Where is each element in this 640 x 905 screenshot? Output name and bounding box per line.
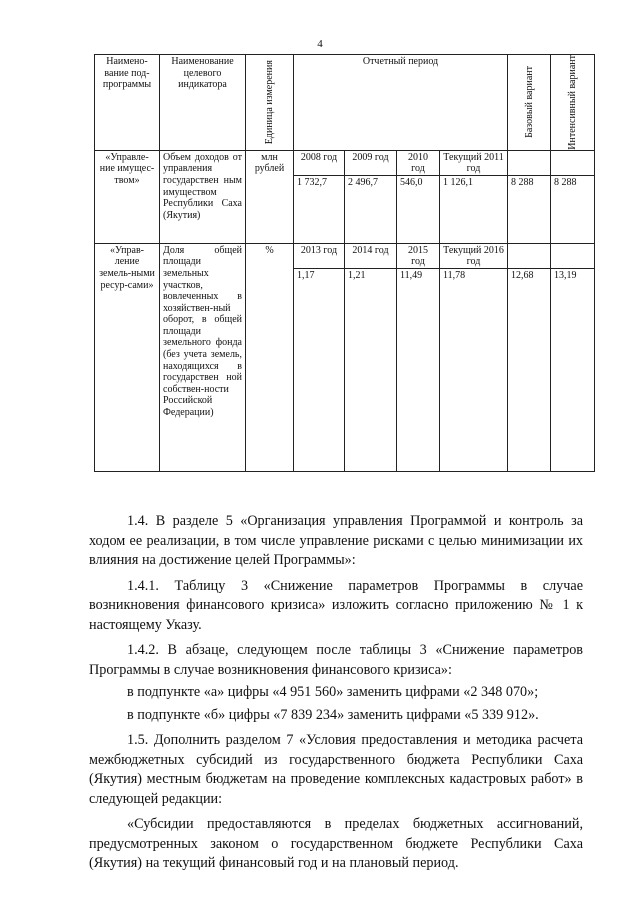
row2-base: 12,68 — [508, 268, 551, 471]
row1-value-2: 2 496,7 — [345, 175, 397, 243]
row2-value-1: 1,17 — [294, 268, 345, 471]
page-number: 4 — [317, 38, 323, 50]
table-row — [95, 243, 595, 268]
row1-base: 8 288 — [508, 175, 551, 243]
body-text — [89, 512, 583, 880]
row1-indicator: Объем доходов от управления государствен ным имуществом Республики Саха (Якутия) — [160, 150, 246, 243]
table-header-row — [95, 55, 595, 151]
header-base: Базовый вариант — [523, 66, 535, 139]
row2-base-empty — [508, 243, 551, 268]
paragraph-1-5: 1.5. Дополнить разделом 7 «Условия предоставления и методика расчета межбюджетных субсидий из государственного бюджета Республики Саха (Якутия) местным бюджетам на проведение комплексных кадастровых работ» в следующей редакции: — [89, 732, 583, 807]
row2-indicator: Доля общей площади земельных участков, вовлеченных в хозяйствен-ный оборот, в общей площади земельного фонда (без учета земель, находящихся в государствен ной собствен-ности Российской Федерации) — [160, 243, 246, 471]
header-unit-cell — [246, 55, 294, 151]
row1-value-3: 546,0 — [397, 175, 440, 243]
row1-year-2: 2009 год — [345, 150, 397, 175]
header-subprogram: Наимено-вание под-программы — [95, 55, 160, 151]
header-intensive-cell — [551, 55, 595, 151]
paragraph-1-4: 1.4. В разделе 5 «Организация управления Программой и контроль за ходом ее реализации, в том числе управление рисками с целью минимизации их влияния на достижение целей Программы»: — [89, 513, 583, 568]
row2-year-3: 2015 год — [397, 243, 440, 268]
row1-intensive-empty — [551, 150, 595, 175]
row2-value-3: 11,49 — [397, 268, 440, 471]
row1-unit: млн рублей — [246, 150, 294, 243]
paragraph-subpoint-a: в подпункте «а» цифры «4 951 560» заменить цифрами «2 348 070»; — [127, 684, 539, 700]
paragraph-subpoint-b: в подпункте «б» цифры «7 839 234» заменить цифрами «5 339 912». — [127, 706, 539, 723]
row1-year-1: 2008 год — [294, 150, 345, 175]
row2-year-4: Текущий 2016 год — [440, 243, 508, 268]
row2-year-2: 2014 год — [345, 243, 397, 268]
row2-value-4: 11,78 — [440, 268, 508, 471]
row1-year-4: Текущий 2011 год — [440, 150, 508, 175]
header-intensive: Интенсивный вариант — [567, 55, 578, 150]
indicator-table — [94, 54, 595, 472]
row1-value-1: 1 732,7 — [294, 175, 345, 243]
row1-year-3: 2010 год — [397, 150, 440, 175]
row2-value-2: 1,21 — [345, 268, 397, 471]
row2-year-1: 2013 год — [294, 243, 345, 268]
header-unit: Единица измерения — [264, 60, 275, 145]
header-base-cell — [508, 55, 551, 151]
row1-base-empty — [508, 150, 551, 175]
paragraph-1-4-2: 1.4.2. В абзаце, следующем после таблицы 3 «Снижение параметров Программы в случае возникновения финансового кризиса»: — [89, 642, 583, 678]
row1-value-4: 1 126,1 — [440, 175, 508, 243]
row2-unit: % — [246, 243, 294, 471]
header-indicator: Наименование целевого индикатора — [160, 55, 246, 151]
paragraph-subsidies: «Субсидии предоставляются в пределах бюджетных ассигнований, предусмотренных законом о государственном бюджете Республики Саха (Якутия) на текущий финансовый год и на плановый период. — [89, 816, 583, 871]
paragraph-1-4-1: 1.4.1. Таблицу 3 «Снижение параметров Программы в случае возникновения финансового кризиса» изложить согласно приложению № 1 к настоящему Указу. — [89, 577, 583, 633]
row1-intensive: 8 288 — [551, 175, 595, 243]
header-period: Отчетный период — [294, 55, 508, 151]
row2-intensive-empty — [551, 243, 595, 268]
row2-intensive: 13,19 — [551, 268, 595, 471]
row1-subprogram: «Управле-ние имущес-твом» — [95, 150, 160, 243]
table-row — [95, 150, 595, 175]
row2-subprogram: «Управ-ление земель-ными ресур-сами» — [95, 243, 160, 471]
